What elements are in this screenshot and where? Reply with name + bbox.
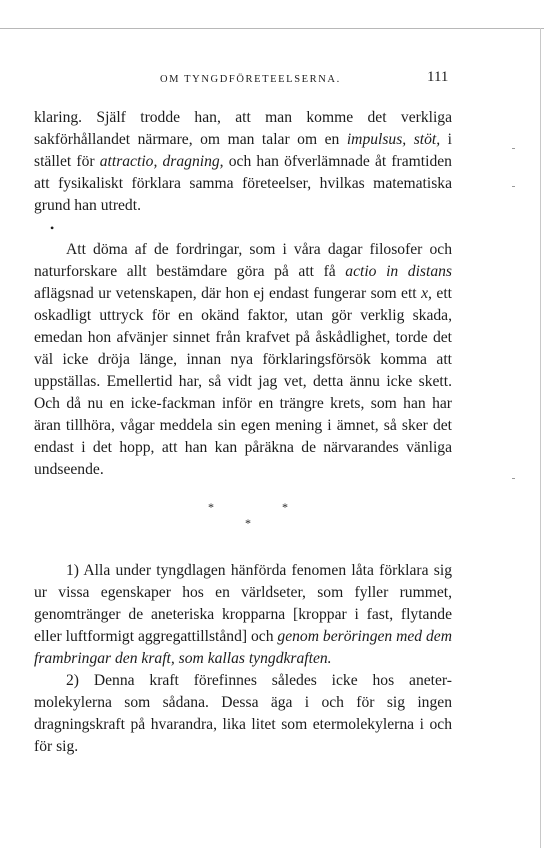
text-run: och han öfverlämnade åt framtiden att fysikaliskt förklara samma företeelser, hvilkas matematiska grund han utredt.: [34, 153, 452, 214]
divider-star: *: [208, 500, 214, 514]
divider-star: *: [245, 516, 251, 530]
text-run: ett oskadligt uttryck för en okänd faktor, utan gör verklig skada, emedan hon afvänjer sinnet från krafvet på åskådlighet, torde det väl icke dröja länge, innan nya förklaringsförsök komma att uppställas. Emellertid har, så vidt jag vet, detta ännu icke skett. Och då nu en icke-fackman inför en trängre krets, som han har äran tillhöra, vågar meddela sin egen mening i ämnet, så sker det endast i det hopp, att han kan påräkna de närvarandes vänliga undseende.: [34, 285, 452, 478]
divider-star: *: [282, 500, 288, 514]
running-title: OM TYNGDFÖRETEELSERNA.: [160, 74, 341, 85]
italic-run: genom beröringen med dem frambringar den kraft, som kallas tyngdkraften.: [34, 628, 452, 667]
text-run: klaring. Själf trodde han, att man komme det verkliga sakförhållandet närmare, om man talar om en: [34, 109, 452, 148]
page-number: 111: [427, 69, 449, 85]
text-run: 2) Denna kraft förefinnes således icke hos aneter-molekylerna som sådana. Dessa äga i och för sig ingen dragningskraft på hvarandra, lika litet som etermolekylerna i och för sig.: [34, 672, 452, 755]
italic-run: impulsus, stöt,: [346, 131, 441, 148]
text-run: Att döma af de fordringar, som i våra dagar filosofer och naturforskare allt bestämdare göra på att få: [34, 241, 452, 280]
text-run: i stället för: [34, 131, 453, 170]
right-page-edge: [540, 28, 541, 848]
italic-run: attractio, dragning,: [99, 153, 224, 170]
paragraph: [34, 239, 452, 481]
text-run: 1) Alla under tyngdlagen hänförda fenomen låta förklara sig ur vissa egenskaper hos en världseter, som fyller rummet, genomtränger de aneteriska kropparna [kroppar i fast, flytande eller luftformigt aggregattillstånd] och: [34, 562, 452, 645]
stray-mark: •: [50, 221, 55, 235]
edge-mark: [512, 148, 515, 149]
top-rule: [0, 28, 544, 29]
thesis-2: [34, 670, 452, 758]
italic-run: x,: [421, 285, 432, 302]
italic-run: actio in distans: [345, 263, 452, 280]
main-text: [34, 107, 452, 481]
edge-mark: [512, 186, 515, 187]
thesis-1: [34, 560, 452, 670]
text-run: aflägsnad ur vetenskapen, där hon ej endast fungerar som ett: [34, 285, 422, 302]
numbered-theses: [34, 560, 452, 758]
paragraph: [34, 107, 452, 217]
edge-mark: [512, 478, 515, 479]
